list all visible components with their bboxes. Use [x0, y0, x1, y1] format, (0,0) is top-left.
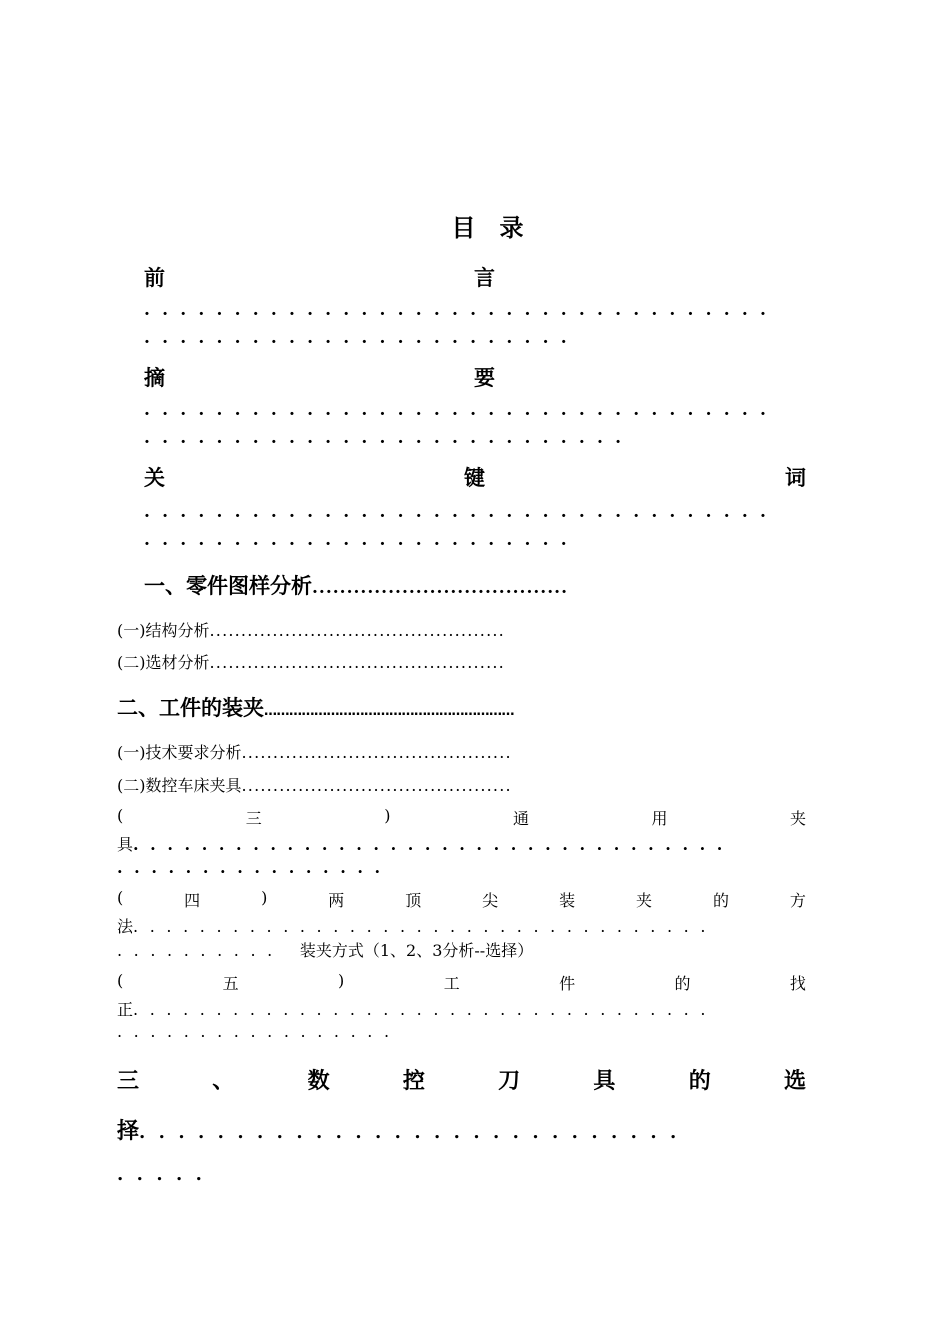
s1-item-1-dots: ...............................................	[209, 621, 505, 640]
s2-item-3-char: 夹	[789, 809, 806, 828]
s2-item-5-char: 五	[222, 974, 239, 993]
preface-char-1: 前	[144, 266, 165, 290]
s2-item-2	[117, 773, 512, 796]
s2-item-5-line-2	[117, 997, 717, 1020]
keywords-dots-1: ...................................	[144, 502, 779, 522]
s2-item-2-label: (二)数控车床夹具	[117, 776, 242, 795]
s2-item-3-char: 通	[512, 809, 529, 828]
section-1-heading	[144, 570, 568, 600]
s2-item-3-char: (	[117, 806, 124, 825]
s2-item-3-dots-1: ...................................	[133, 835, 734, 854]
section-3-char: 刀	[498, 1069, 521, 1094]
s2-item-1-label: (一)技术要求分析	[117, 743, 242, 762]
s2-item-4-line-1	[117, 888, 806, 911]
section-3-head: 择	[117, 1119, 140, 1144]
s1-item-1	[117, 618, 505, 641]
s2-item-2-dots: ...........................................	[241, 776, 512, 795]
s2-item-5-char: 的	[674, 974, 691, 993]
s2-item-4-char: 的	[712, 891, 729, 910]
s2-item-4-char: 两	[328, 891, 345, 910]
s2-item-4-line-3	[117, 938, 533, 961]
s1-item-1-label: (一)结构分析	[117, 621, 210, 640]
s2-item-4-note: 装夹方式（1、2、3分析--选择）	[299, 941, 534, 960]
s2-item-5-line-1	[117, 971, 806, 994]
s2-item-4-char: 顶	[405, 891, 422, 910]
section-2-heading	[117, 692, 514, 722]
section-3-char: 具	[593, 1069, 616, 1094]
s2-item-4-char: 夹	[636, 891, 653, 910]
s2-item-4-char: )	[261, 888, 268, 907]
section-3-dots-2: .....	[117, 1164, 216, 1185]
s2-item-4-dots-2: ..........	[117, 941, 284, 960]
s2-item-4-char: 四	[184, 891, 201, 910]
section-2-dots: ……………………………………………………	[264, 704, 514, 719]
section-2-label: 二、工件的装夹	[117, 696, 264, 720]
abstract-dots-2: ...........................	[144, 428, 634, 448]
preface-dots-1: ...................................	[144, 300, 779, 320]
preface-dots-2: ........................	[144, 328, 579, 348]
keywords-char-2: 键	[464, 466, 485, 490]
s2-item-4-head: 法	[117, 917, 134, 936]
s2-item-5-char: 找	[789, 974, 806, 993]
section-3-line-2	[117, 1114, 690, 1145]
section-1-dots: .....................................	[312, 578, 568, 598]
s2-item-5-head: 正	[117, 1000, 134, 1019]
s1-item-2-dots: ...............................................	[209, 653, 505, 672]
abstract-char-2: 要	[474, 366, 495, 390]
abstract-dots-1: ...................................	[144, 400, 779, 420]
s2-item-4-dots-1: ...................................	[133, 917, 718, 936]
preface-char-2: 言	[474, 266, 495, 290]
s2-item-3-dots-2: ................	[117, 858, 392, 877]
s2-item-5-char: 工	[443, 974, 460, 993]
keywords-char-3: 词	[785, 466, 806, 490]
s2-item-4-line-2	[117, 914, 717, 937]
s2-item-3-char: )	[384, 806, 391, 825]
section-3-char: 选	[783, 1069, 806, 1094]
section-3-char: 三	[117, 1069, 140, 1094]
s2-item-4-char: (	[117, 888, 124, 907]
s2-item-3-line-2	[117, 832, 734, 855]
s1-item-2-label: (二)选材分析	[117, 653, 210, 672]
s2-item-3-char: 用	[651, 809, 668, 828]
keywords-dots-2: ........................	[144, 530, 579, 550]
s2-item-5-dots-1: ...................................	[133, 1000, 718, 1019]
s1-item-2	[117, 650, 505, 673]
s2-item-5-dots-2: .................	[117, 1022, 401, 1041]
s2-item-3-line-1	[117, 806, 806, 829]
section-3-char: 数	[307, 1069, 330, 1094]
abstract-char-1: 摘	[144, 366, 165, 390]
s2-item-1	[117, 740, 512, 763]
s2-item-3-head: 具	[117, 835, 134, 854]
s2-item-4-char: 方	[789, 891, 806, 910]
section-1-label: 一、零件图样分析	[144, 574, 312, 598]
toc-title: 目 录	[451, 214, 524, 242]
s2-item-5-char: )	[338, 971, 345, 990]
s2-item-4-char: 装	[559, 891, 576, 910]
s2-item-1-dots: ...........................................	[241, 743, 512, 762]
s2-item-4-char: 尖	[482, 891, 499, 910]
keywords-char-1: 关	[144, 466, 165, 490]
section-3-char: 、	[212, 1069, 235, 1094]
section-3-line-1	[117, 1064, 806, 1095]
section-3-char: 的	[688, 1069, 711, 1094]
section-3-char: 控	[402, 1069, 425, 1094]
s2-item-3-char: 三	[245, 809, 262, 828]
s2-item-5-char: (	[117, 971, 124, 990]
s2-item-5-char: 件	[559, 974, 576, 993]
section-3-dots-1: ............................	[139, 1122, 690, 1143]
